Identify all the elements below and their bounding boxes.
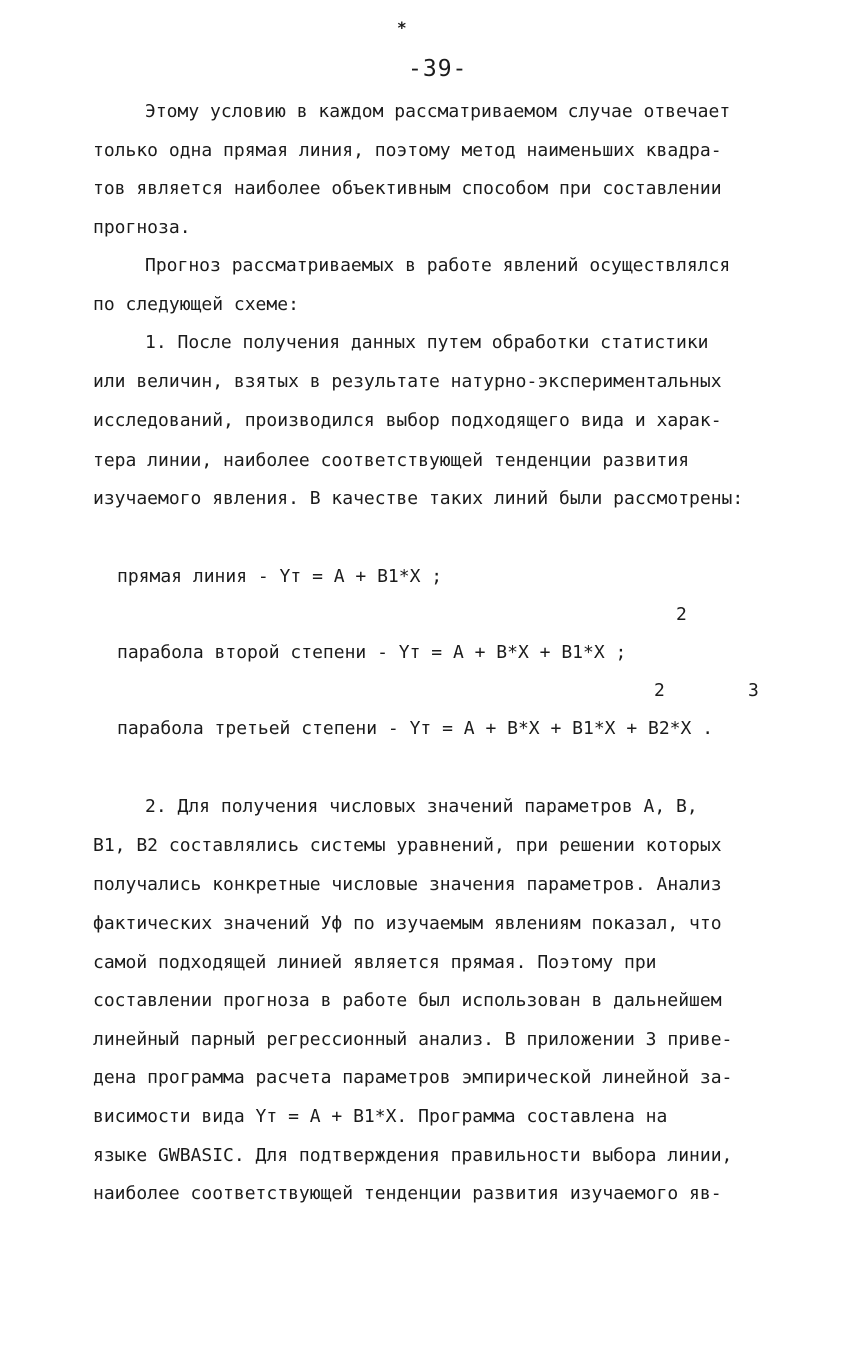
text-line: только одна прямая линия, поэтому метод наименьших квадра- xyxy=(93,140,722,161)
exponent: 2 xyxy=(676,604,687,625)
text-line: по следующей схеме: xyxy=(93,294,299,315)
text-line: изучаемого явления. В качестве таких линий были рассмотрены: xyxy=(93,488,744,509)
formula-parabola-3: парабола третьей степени - Yт = A + B*X + B1*X + B2*X . xyxy=(117,718,714,739)
exponent: 2 xyxy=(654,680,665,701)
text-line: или величин, взятых в результате натурно-экспериментальных xyxy=(93,371,722,392)
text-line: висимости вида Yт = A + B1*X. Программа составлена на xyxy=(93,1106,668,1127)
text-line: фактических значений Уф по изучаемым явлениям показал, что xyxy=(93,913,722,934)
top-mark: * xyxy=(397,18,407,37)
text-line: тов является наиболее объективным способом при составлении xyxy=(93,178,722,199)
text-line: дена программа расчета параметров эмпирической линейной за- xyxy=(93,1067,733,1088)
page-number: -39- xyxy=(408,56,468,82)
text-line: линейный парный регрессионный анализ. В приложении 3 приве- xyxy=(93,1029,733,1050)
text-line: тера линии, наиболее соответствующей тенденции развития xyxy=(93,450,690,471)
text-line: самой подходящей линией является прямая. Поэтому при xyxy=(93,952,657,973)
text-line: B1, B2 составлялись системы уравнений, при решении которых xyxy=(93,835,722,856)
text-line: получались конкретные числовые значения параметров. Анализ xyxy=(93,874,722,895)
text-line: прогноза. xyxy=(93,217,191,238)
text-line: 2. Для получения числовых значений параметров A, B, xyxy=(145,796,698,817)
text-line: наиболее соответствующей тенденции развития изучаемого яв- xyxy=(93,1183,722,1204)
formula-parabola-2: парабола второй степени - Yт = A + B*X + B1*X ; xyxy=(117,642,627,663)
text-line: исследований, производился выбор подходящего вида и харак- xyxy=(93,410,722,431)
text-line: Этому условию в каждом рассматриваемом случае отвечает xyxy=(145,101,731,122)
formula-line: прямая линия - Yт = A + B1*X ; xyxy=(117,566,443,587)
text-line: Прогноз рассматриваемых в работе явлений осуществлялся xyxy=(145,255,731,276)
text-line: языке GWBASIC. Для подтверждения правильности выбора линии, xyxy=(93,1145,733,1166)
text-line: 1. После получения данных путем обработки статистики xyxy=(145,332,709,353)
exponent: 3 xyxy=(748,680,759,701)
text-line: составлении прогноза в работе был использован в дальнейшем xyxy=(93,990,722,1011)
